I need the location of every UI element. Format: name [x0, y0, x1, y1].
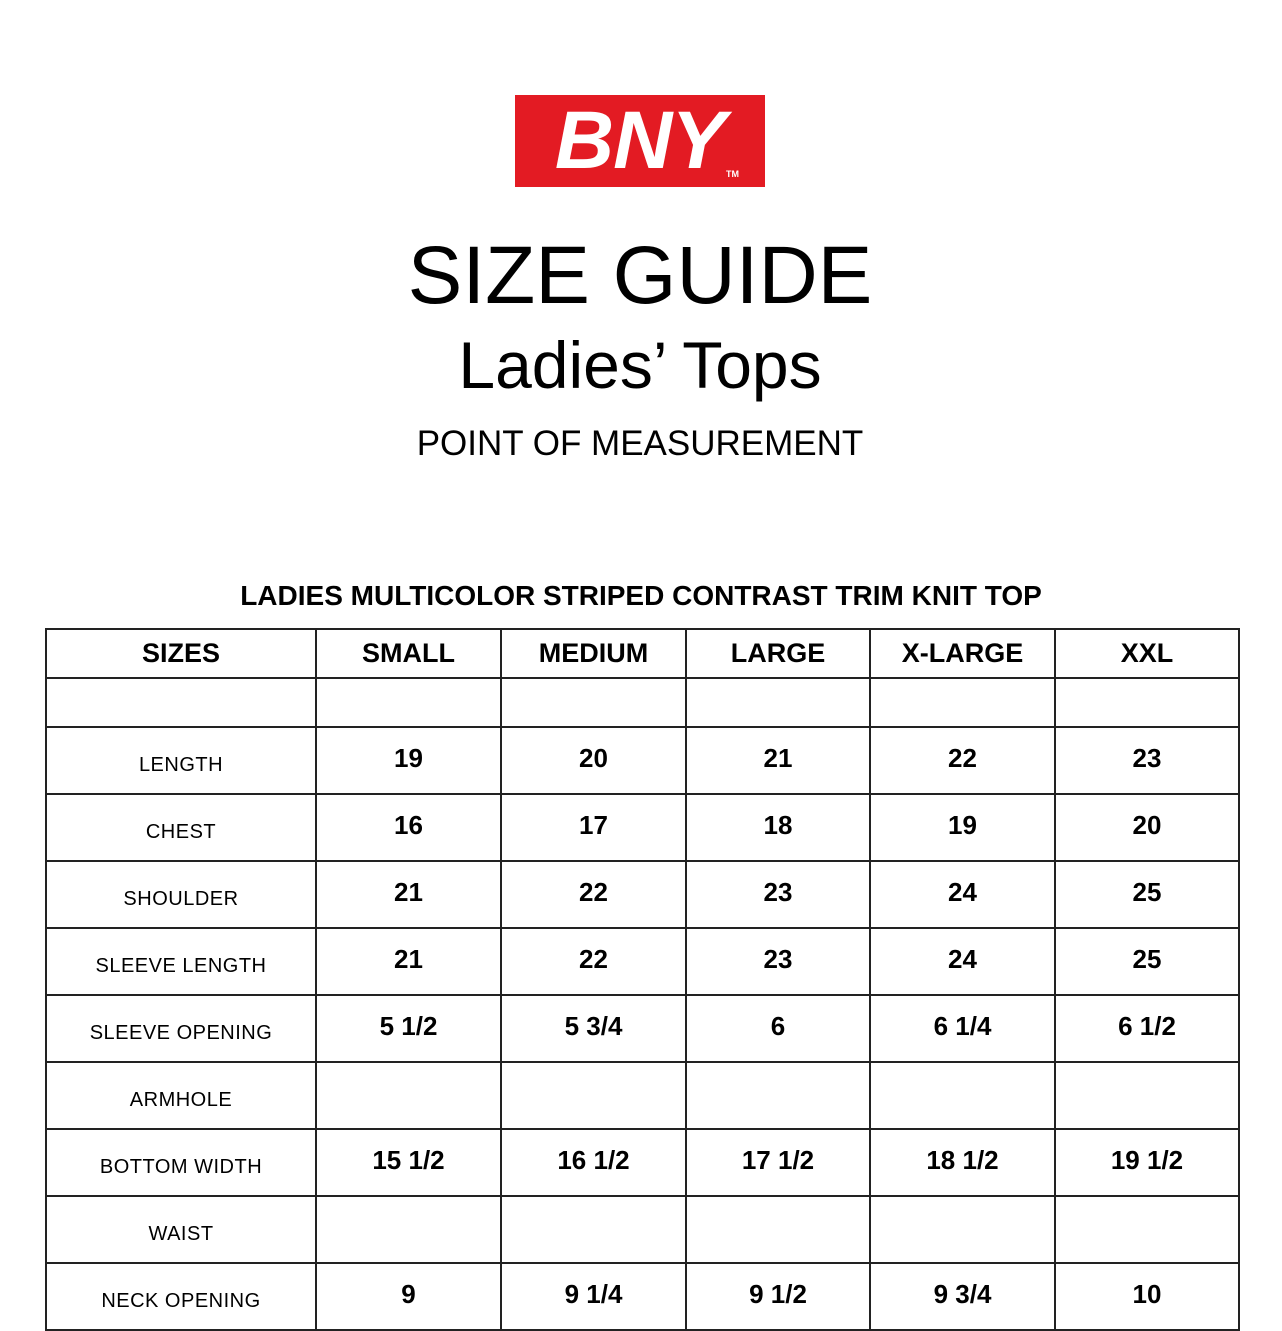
header-cell-small: SMALL [316, 629, 501, 678]
measurement-value: 9 1/2 [686, 1263, 870, 1330]
measurement-value: 20 [501, 727, 686, 794]
measurement-value: 21 [316, 861, 501, 928]
measurement-value: 6 [686, 995, 870, 1062]
measurement-value: 6 1/4 [870, 995, 1055, 1062]
measurement-label: WAIST [46, 1196, 316, 1263]
measurement-value: 24 [870, 861, 1055, 928]
trademark-mark: TM [726, 169, 739, 179]
measurement-value: 17 [501, 794, 686, 861]
size-table [45, 628, 1240, 1331]
page-title: SIZE GUIDE [407, 230, 873, 321]
measurement-value: 22 [501, 928, 686, 995]
measurement-value: 24 [870, 928, 1055, 995]
measurement-label: SLEEVE OPENING [46, 995, 316, 1062]
measurement-value: 25 [1055, 861, 1239, 928]
table-row [46, 928, 1239, 995]
measurement-value: 16 [316, 794, 501, 861]
measurement-value: 9 3/4 [870, 1263, 1055, 1330]
measurement-value: 23 [1055, 727, 1239, 794]
measurement-label: BOTTOM WIDTH [46, 1129, 316, 1196]
measurement-label: SLEEVE LENGTH [46, 928, 316, 995]
table-row [46, 1129, 1239, 1196]
measurement-label: SHOULDER [46, 861, 316, 928]
table-row [46, 995, 1239, 1062]
measurement-value [686, 1062, 870, 1129]
measurement-value: 5 3/4 [501, 995, 686, 1062]
measurement-value [686, 1196, 870, 1263]
measurement-label: LENGTH [46, 727, 316, 794]
table-row [46, 727, 1239, 794]
section-heading: POINT OF MEASUREMENT [416, 424, 864, 463]
measurement-value: 18 [686, 794, 870, 861]
table-row [46, 1196, 1239, 1263]
measurement-value [1055, 1196, 1239, 1263]
measurement-value: 15 1/2 [316, 1129, 501, 1196]
measurement-value: 10 [1055, 1263, 1239, 1330]
measurement-value: 19 1/2 [1055, 1129, 1239, 1196]
measurement-value: 9 1/4 [501, 1263, 686, 1330]
brand-logo-text: BNY [554, 95, 726, 186]
blank-cell [46, 678, 316, 727]
blank-cell [316, 678, 501, 727]
measurement-value [316, 1062, 501, 1129]
measurement-value: 16 1/2 [501, 1129, 686, 1196]
measurement-value: 25 [1055, 928, 1239, 995]
header-cell-medium: MEDIUM [501, 629, 686, 678]
measurement-value: 17 1/2 [686, 1129, 870, 1196]
measurement-value [316, 1196, 501, 1263]
measurement-value: 22 [501, 861, 686, 928]
page-subtitle: Ladies’ Tops [458, 328, 822, 402]
header-cell-x-large: X-LARGE [870, 629, 1055, 678]
measurement-value: 18 1/2 [870, 1129, 1055, 1196]
measurement-value: 21 [316, 928, 501, 995]
measurement-value: 5 1/2 [316, 995, 501, 1062]
blank-cell [501, 678, 686, 727]
table-row [46, 1062, 1239, 1129]
table-row [46, 861, 1239, 928]
table-row [46, 794, 1239, 861]
blank-cell [870, 678, 1055, 727]
blank-cell [1055, 678, 1239, 727]
measurement-label: ARMHOLE [46, 1062, 316, 1129]
table-header-row [46, 629, 1239, 678]
measurement-value [501, 1196, 686, 1263]
measurement-value: 21 [686, 727, 870, 794]
measurement-value: 23 [686, 861, 870, 928]
header-cell-large: LARGE [686, 629, 870, 678]
measurement-value: 6 1/2 [1055, 995, 1239, 1062]
measurement-value [501, 1062, 686, 1129]
measurement-value [870, 1062, 1055, 1129]
header-cell-xxl: XXL [1055, 629, 1239, 678]
table-row [46, 1263, 1239, 1330]
measurement-value: 19 [870, 794, 1055, 861]
measurement-value: 19 [316, 727, 501, 794]
measurement-value: 23 [686, 928, 870, 995]
measurement-value: 20 [1055, 794, 1239, 861]
measurement-label: CHEST [46, 794, 316, 861]
measurement-value [1055, 1062, 1239, 1129]
product-name: LADIES MULTICOLOR STRIPED CONTRAST TRIM KNIT TOP [240, 580, 1042, 611]
measurement-value: 9 [316, 1263, 501, 1330]
measurement-value: 22 [870, 727, 1055, 794]
blank-cell [686, 678, 870, 727]
measurement-label: NECK OPENING [46, 1263, 316, 1330]
blank-row [46, 678, 1239, 727]
brand-logo [515, 95, 765, 187]
measurement-value [870, 1196, 1055, 1263]
header-cell-sizes: SIZES [46, 629, 316, 678]
